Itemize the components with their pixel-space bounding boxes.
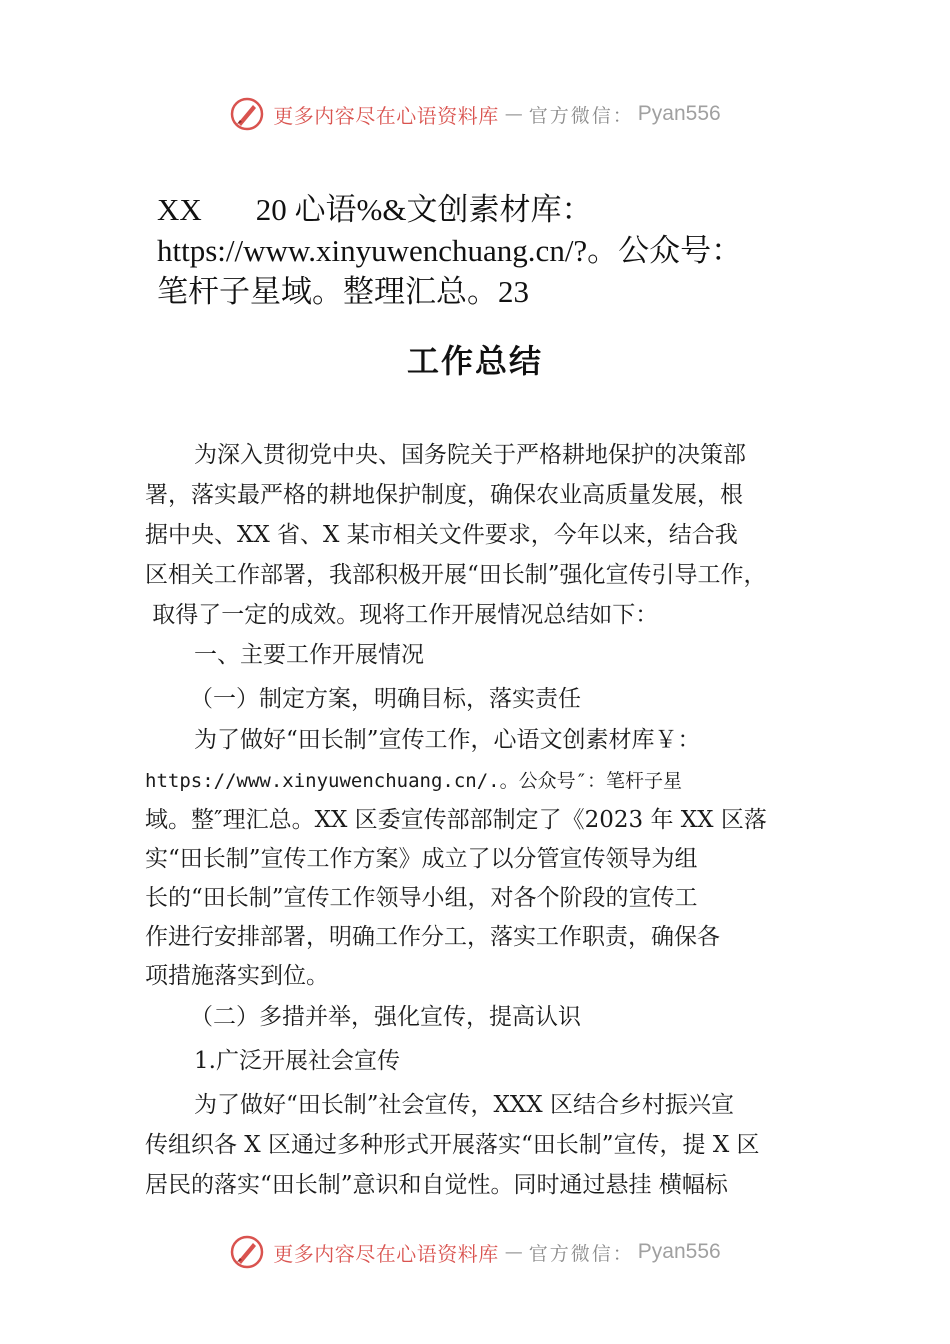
watermark-label: 官方微信：	[528, 104, 634, 127]
pen-logo-icon	[229, 96, 265, 132]
header-line-1	[157, 190, 592, 230]
watermark-separator: —	[504, 103, 523, 125]
paragraph-3-line: 传组织各 X 区通过多种形式开展落实“田长制”宣传，提 X 区	[145, 1132, 760, 1158]
document-title: 工作总结	[406, 342, 543, 380]
paragraph-2-line: https://www.xinyuwenchuang.cn/.。公众号″：笔杆子星	[145, 770, 683, 792]
paragraph-1-line: 署，落实最严格的耕地保护制度，确保农业高质量发展，根	[145, 482, 743, 508]
header-line-1-b: 20 心语%&文创素材库：	[255, 192, 593, 227]
watermark-banner-top	[0, 94, 950, 134]
subsection-heading-2-1: 1.广泛开展社会宣传	[194, 1048, 400, 1074]
watermark-wechat-id: Pyan556	[637, 1240, 721, 1263]
paragraph-2-line: 实“田长制”宣传工作方案》成立了以分管宣传领导为组	[145, 846, 698, 872]
paragraph-2-line: 作进行安排部署，明确工作分工，落实工作职责，确保各	[145, 924, 720, 950]
header-line-3: 笔杆子星域。整理汇总。23	[157, 274, 529, 309]
section-heading-1: 一、主要工作开展情况	[194, 642, 424, 668]
header-line-1-a: XX	[157, 192, 202, 227]
paragraph-3-line: 为了做好“田长制”社会宣传，XXX 区结合乡村振兴宣	[194, 1092, 734, 1118]
paragraph-1-line: 区相关工作部署，我部积极开展“田长制”强化宣传引导工作，	[145, 562, 767, 588]
paragraph-2-line: 为了做好“田长制”宣传工作，心语文创素材库￥：	[194, 727, 701, 753]
subsection-heading-1: （一）制定方案，明确目标，落实责任	[190, 686, 581, 712]
pen-logo-icon	[229, 1234, 265, 1270]
watermark-wechat-id: Pyan556	[637, 102, 721, 125]
paragraph-2-line: 域。整″理汇总。XX 区委宣传部部制定了《2023 年 XX 区落	[145, 807, 767, 833]
paragraph-1-line: 为深入贯彻党中央、国务院关于严格耕地保护的决策部	[194, 442, 746, 468]
paragraph-2-line: 长的“田长制”宣传工作领导小组，对各个阶段的宣传工	[145, 885, 698, 911]
watermark-banner-bottom	[0, 1232, 950, 1272]
watermark-label: 官方微信：	[528, 1242, 634, 1265]
paragraph-2-line: 项措施落实到位。	[145, 963, 329, 989]
watermark-text: 更多内容尽在心语资料库	[273, 1241, 499, 1266]
paragraph-3-line: 居民的落实“田长制”意识和自觉性。同时通过悬挂 横幅标	[145, 1172, 728, 1198]
subsection-heading-2: （二）多措并举，强化宣传，提高认识	[190, 1004, 581, 1030]
paragraph-1-line: 取得了一定的成效。现将工作开展情况总结如下：	[145, 602, 659, 628]
watermark-separator: —	[504, 1241, 523, 1263]
paragraph-1-line: 据中央、XX 省、X 某市相关文件要求，今年以来，结合我	[145, 522, 738, 548]
header-line-2: https://www.xinyuwenchuang.cn/?。公众号：	[157, 233, 743, 268]
watermark-text: 更多内容尽在心语资料库	[273, 103, 499, 128]
